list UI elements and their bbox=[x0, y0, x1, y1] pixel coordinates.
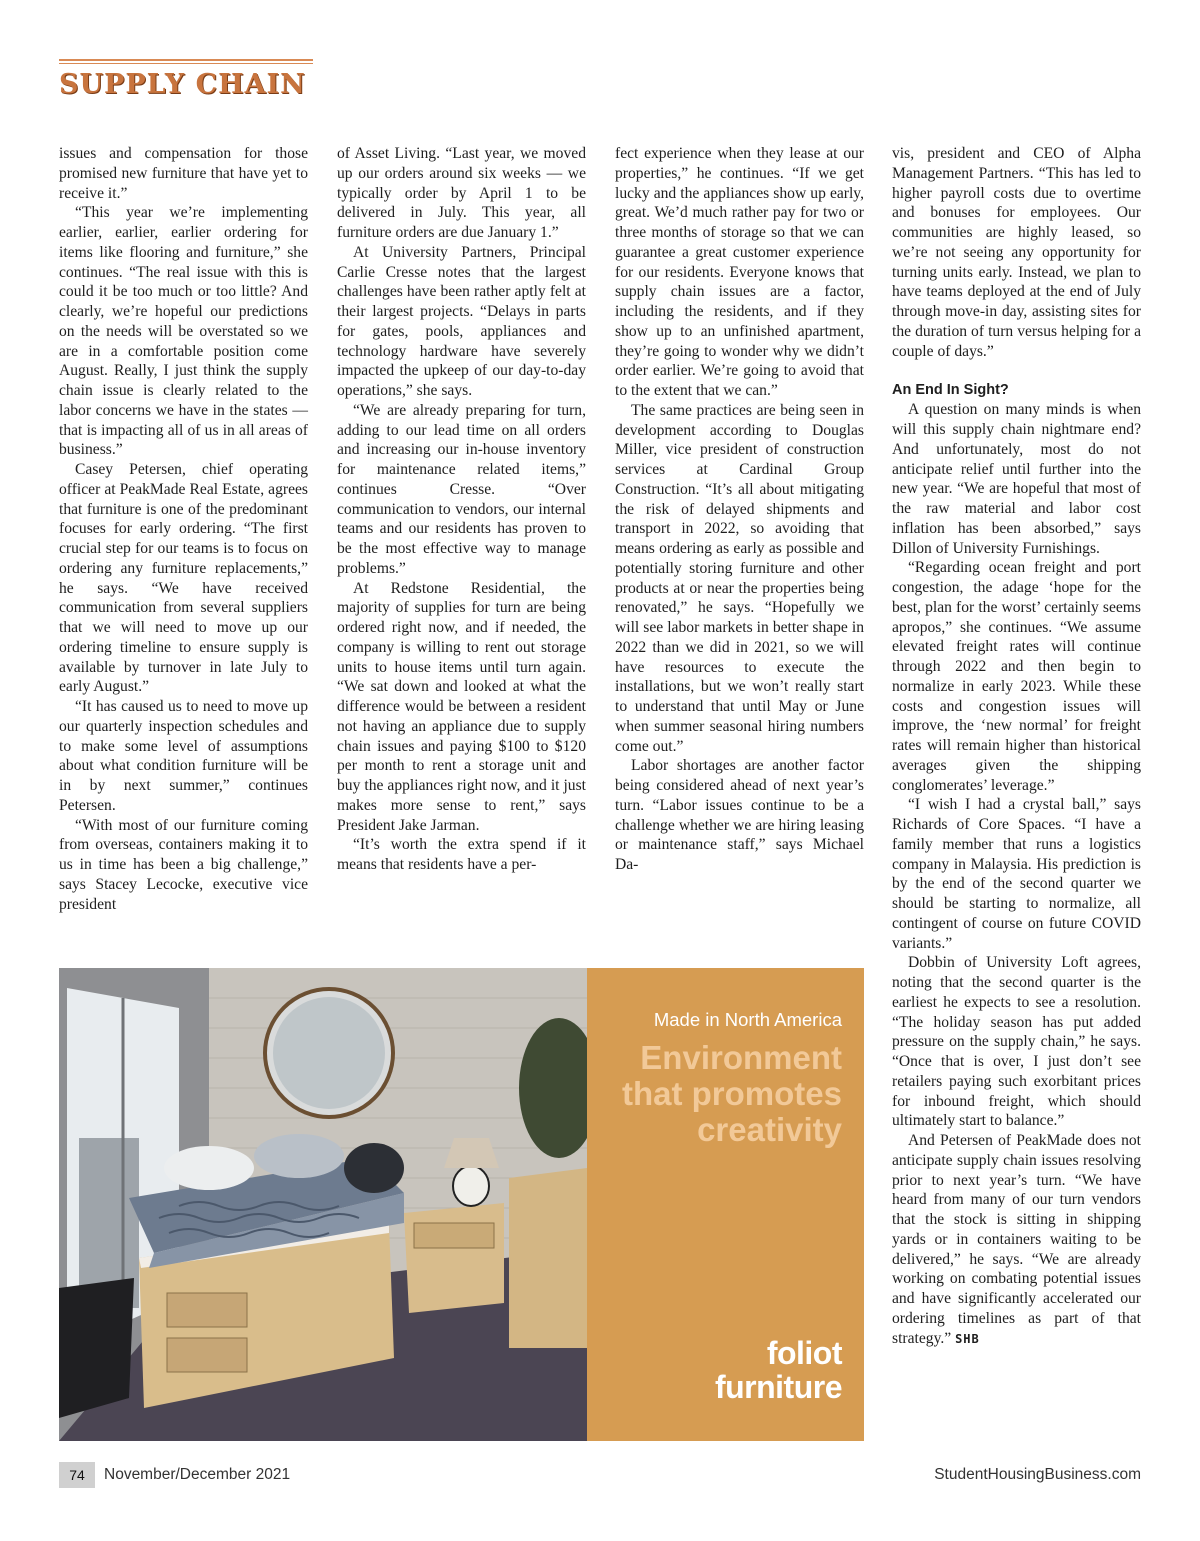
paragraph: “I wish I had a crystal ball,” says Richards of Core Spaces. “I have a family member that runs a logistics company in Malaysia. His prediction is by the end of the second quarter we should be starting to normalize, all contingent of course on future COVID variants.” bbox=[892, 796, 1141, 952]
paragraph: At Redstone Residential, the majority of supplies for turn are being ordered right now, and if needed, the company is willing to rent out storage units to house items until turn again. “We sat down and looked at what the difference would be between a resident not having an appliance due to supply chain issues and paying $100 to $120 per month to rent a storage unit and buy the appliances right now, and it just makes more sense to rent,” says President Jake Jarman. bbox=[337, 579, 586, 834]
advertisement bbox=[59, 968, 864, 1441]
ad-brand-line: furniture bbox=[714, 1369, 842, 1405]
ad-headline bbox=[572, 1040, 842, 1148]
article-column-2 bbox=[337, 144, 586, 875]
paragraph: “Regarding ocean freight and port congestion, the adage ‘hope for the best, plan for the worst’ certainly seems apropos,” she continues. “We assume elevated freight rates will continue through 2022 and then begin to normalize in early 2023. While these costs and congestion issues will improve, the ‘new normal’ for freight rates will remain higher than historical averages given the shipping conglomerates’ leverage.” bbox=[892, 559, 1141, 794]
article-column-4 bbox=[892, 144, 1141, 1349]
paragraph: “It’s worth the extra spend if it means that residents have a per- bbox=[337, 836, 586, 873]
paragraph: “It has caused us to need to move up our quarterly inspection schedules and to make some level of assumptions about what condition furniture will be in by next summer,” continues Petersen. bbox=[59, 698, 308, 814]
paragraph: At University Partners, Principal Carlie Cresse notes that the largest challenges have been rather aptly felt at their largest projects. “Delays in parts for gates, pools, appliances and technology hardware have severely impacted the upkeep of our day-to-day operations,” she says. bbox=[337, 243, 586, 399]
article-column-3 bbox=[615, 144, 864, 875]
paragraph: vis, president and CEO of Alpha Management Partners. “This has led to higher payroll costs due to overtime and bonuses for employees. Our communities are highly leased, so we’re not seeing any opportunity for turning units early. Instead, we plan to have teams deployed at the end of July through move-in day, assisting sites for the duration of turn versus helping for a couple of days.” bbox=[892, 145, 1141, 360]
page-number: 74 bbox=[59, 1462, 95, 1488]
paragraph: of Asset Living. “Last year, we moved up our orders around six weeks — we typically order by April 1 to be delivered in July. This year, all furniture orders are due January 1.” bbox=[337, 145, 586, 241]
ad-headline-line: Environment bbox=[640, 1039, 842, 1076]
paragraph: issues and compensation for those promised new furniture that have yet to receive it.” bbox=[59, 145, 308, 202]
paragraph: “With most of our furniture coming from overseas, containers making it to us in time has been a big challenge,” says Stacey Lecocke, executive vice president bbox=[59, 816, 308, 913]
section-title: SUPPLY CHAIN bbox=[59, 69, 306, 100]
paragraph: “This year we’re implementing earlier, earlier, earlier ordering for items like flooring and furniture,” she continues. “The real issue with this is could it be too much or too little? And clearly, we’re hopeful our predictions on the needs will be overstated so we are in a comfortable position come August. Really, I just think the supply chain issue is clearly related to the labor concerns we have in the states — that is impacting all of us in all areas of business.” bbox=[59, 204, 308, 459]
subhead: An End In Sight? bbox=[892, 382, 1009, 399]
header-rule bbox=[59, 59, 313, 61]
header-rule-thin bbox=[59, 63, 313, 64]
paragraph: Dobbin of University Loft agrees, noting that the second quarter is the earliest he expects to see a resolution. “The holiday season has put added pressure on the supply chain,” he says. “Once that is over, I just don’t see retailers paying such exorbitant prices for inbound freight, which should ultimately start to balance.” bbox=[892, 954, 1141, 1130]
ad-headline-line: that promotes bbox=[621, 1075, 842, 1112]
end-mark: SHB bbox=[955, 1331, 980, 1346]
paragraph: fect experience when they lease at our properties,” he continues. “If we get lucky and the appliances show up early, great. We’d much rather pay for two or three months of storage so that we can guarantee a great customer experience for our residents. Everyone knows that supply chain issues are a factor, including the residents, and if they show up to an unfinished apartment, they’re going to wonder why we didn’t order earlier. We’re going to avoid that to the extent that we can.” bbox=[615, 145, 864, 399]
ad-headline-line: creativity bbox=[697, 1111, 842, 1148]
ad-copy-panel bbox=[587, 968, 864, 1441]
paragraph: Labor shortages are another factor being considered ahead of next year’s turn. “Labor issues continue to be a challenge whether we are hiring leasing or maintenance staff,” says Michael Da- bbox=[615, 757, 864, 873]
issue-date: November/December 2021 bbox=[104, 1466, 291, 1483]
ad-brand-logo bbox=[582, 1336, 842, 1404]
publication-website: StudentHousingBusiness.com bbox=[934, 1466, 1141, 1483]
ad-brand-line: foliot bbox=[766, 1335, 842, 1371]
paragraph-final bbox=[892, 1131, 1141, 1349]
paragraph-text: And Petersen of PeakMade does not anticipate supply chain issues resolving prior to next year’s turn. “We have heard from many of our turn vendors that the stock is sitting in shipping yards or in containers waiting to be delivered,” he says. “We are already working on combating potential issues and have significantly accelerated our ordering timelines as part of that strategy.” bbox=[892, 1132, 1141, 1347]
paragraph: “We are already preparing for turn, adding to our lead time on all orders and increasing our in-house inventory for maintenance related items,” continues Cresse. “Over communication to vendors, our internal teams and our residents has proven to be the most effective way to manage problems.” bbox=[337, 401, 586, 577]
ad-tagline: Made in North America bbox=[653, 1009, 842, 1030]
article-column-1 bbox=[59, 144, 308, 914]
paragraph: A question on many minds is when will this supply chain nightmare end? And unfortunately, most do not anticipate relief until further into the new year. “We are hopeful that most of the raw material and labor cost inflation has been absorbed,” says Dillon of University Furnishings. bbox=[892, 401, 1141, 557]
bedroom-illustration bbox=[59, 968, 587, 1441]
ad-bedroom-photo bbox=[59, 968, 587, 1441]
paragraph: The same practices are being seen in development according to Douglas Miller, vice president of construction services at Cardinal Group Construction. “It’s all about mitigating the risk of delayed shipments and transport in 2022, so avoiding that means ordering as early as possible and potentially storing furniture and other products at or near the properties being renovated,” he says. “Hopefully we will see labor markets in better shape in 2022 than we did in 2021, so we will have resources to execute the installations, but we won’t really start to understand that until May or June when summer seasonal hiring numbers come out.” bbox=[615, 401, 864, 755]
paragraph: Casey Petersen, chief operating officer at PeakMade Real Estate, agrees that furniture is one of the predominant focuses for early ordering. “The first crucial step for our teams is to focus on ordering any furniture replacements,” he says. “We have received communication from several suppliers that we will need to move up our ordering timeline to ensure supply is available by turnover in late July to early August.” bbox=[59, 461, 308, 696]
